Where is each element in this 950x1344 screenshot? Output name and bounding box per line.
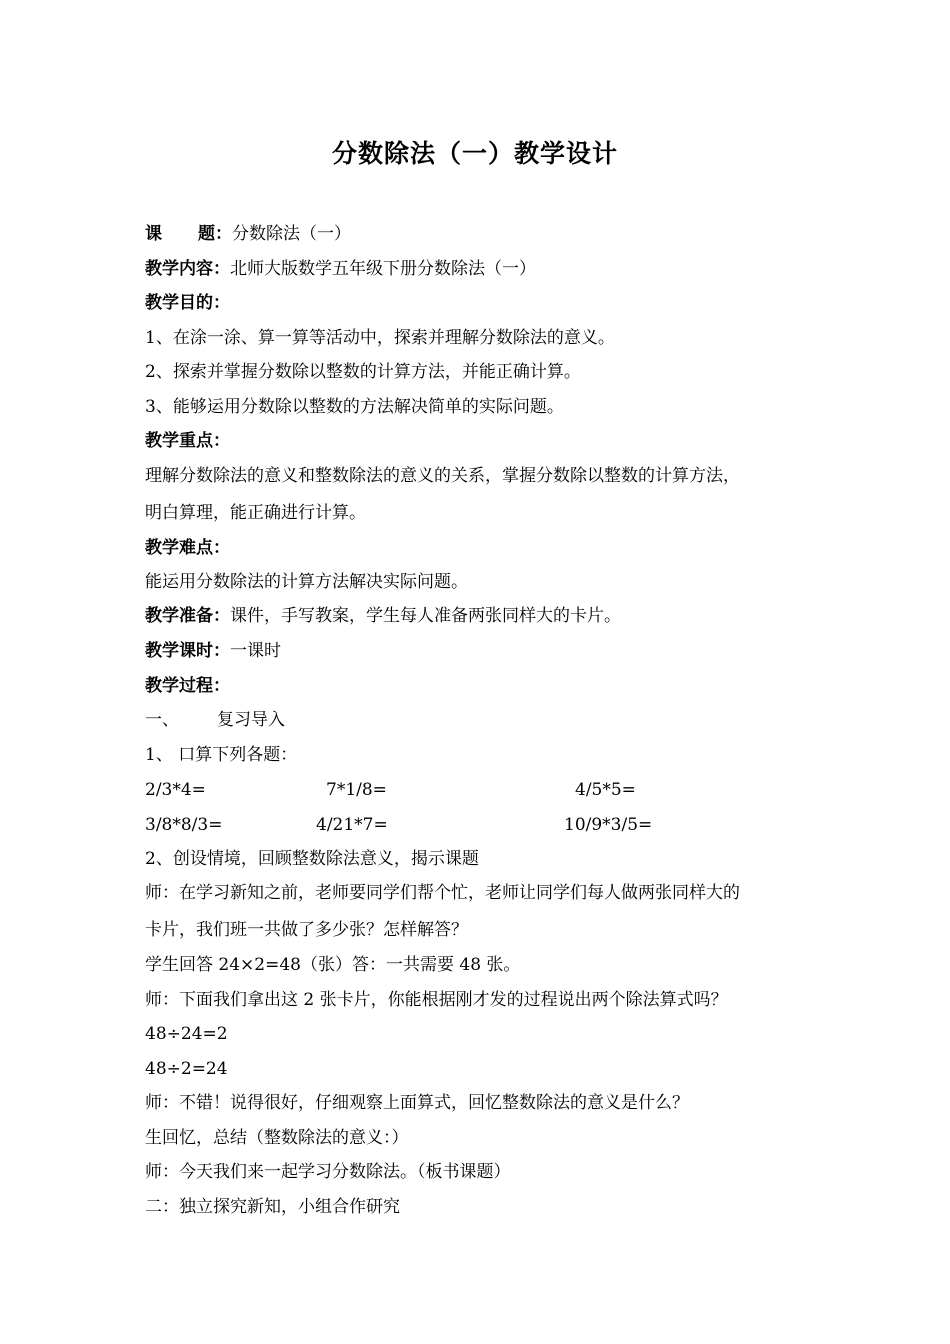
- teacher-line: 卡片，我们班一共做了多少张？怎样解答？: [145, 920, 468, 940]
- section1-num: 一、: [145, 710, 179, 730]
- prep-label: 教学准备：: [145, 606, 230, 626]
- topic-label-a: 课: [145, 224, 162, 244]
- difficulty-text: 能运用分数除法的计算方法解决实际问题。: [145, 572, 468, 592]
- teacher-line: 师：在学习新知之前，老师要同学们帮个忙，老师让同学们每人做两张同样大的: [145, 883, 740, 903]
- goal-label: 教学目的：: [145, 293, 230, 313]
- student-line: 生回忆，总结（整数除法的意义：）: [145, 1128, 409, 1148]
- period-line: [145, 640, 281, 662]
- topic-label-b: 题：: [198, 224, 232, 244]
- step2: 2、创设情境，回顾整数除法意义，揭示课题: [145, 849, 479, 869]
- equation: 48÷24=2: [145, 1024, 228, 1044]
- calc-item: 3/8*8/3=: [145, 815, 223, 835]
- teacher-line: 师：不错！说得很好，仔细观察上面算式，回忆整数除法的意义是什么？: [145, 1093, 689, 1113]
- calc-item: 4/5*5=: [575, 780, 636, 800]
- document-title: 分数除法（一）教学设计: [331, 139, 618, 168]
- calc-item: 10/9*3/5=: [564, 815, 653, 835]
- prep-line: [145, 605, 621, 627]
- calc-item: 2/3*4=: [145, 780, 206, 800]
- goal-item: 3、能够运用分数除以整数的方法解决简单的实际问题。: [145, 397, 564, 417]
- key-text: 理解分数除法的意义和整数除法的意义的关系，掌握分数除以整数的计算方法，: [145, 466, 740, 486]
- content-line: [145, 258, 536, 280]
- goal-item: 1、在涂一涂、算一算等活动中，探索并理解分数除法的意义。: [145, 328, 615, 348]
- teacher-line: 师：今天我们来一起学习分数除法。（板书课题）: [145, 1162, 511, 1182]
- key-text: 明白算理，能正确进行计算。: [145, 503, 366, 523]
- content-value: 北师大版数学五年级下册分数除法（一）: [230, 259, 536, 279]
- difficulty-label: 教学难点：: [145, 538, 230, 558]
- calc-item: 7*1/8=: [326, 780, 387, 800]
- topic-line: [145, 223, 351, 245]
- topic-value: 分数除法（一）: [232, 224, 351, 244]
- section1-title: 复习导入: [217, 710, 285, 730]
- goal-item: 2、探索并掌握分数除以整数的计算方法，并能正确计算。: [145, 362, 581, 382]
- prep-value: 课件，手写教案，学生每人准备两张同样大的卡片。: [230, 606, 621, 626]
- teacher-line: 师：下面我们拿出这 2 张卡片，你能根据刚才发的过程说出两个除法算式吗？: [145, 990, 728, 1010]
- equation: 48÷2=24: [145, 1059, 228, 1079]
- key-label: 教学重点：: [145, 431, 230, 451]
- period-label: 教学课时：: [145, 641, 230, 661]
- process-label: 教学过程：: [145, 676, 230, 696]
- content-label: 教学内容：: [145, 259, 230, 279]
- section2-heading: 二：独立探究新知，小组合作研究: [145, 1197, 400, 1217]
- step1: 1、 口算下列各题：: [145, 745, 298, 765]
- student-line: 学生回答 24×2=48（张）答：一共需要 48 张。: [145, 955, 521, 975]
- period-value: 一课时: [230, 641, 281, 661]
- section1-heading: [145, 709, 285, 731]
- calc-item: 4/21*7=: [316, 815, 388, 835]
